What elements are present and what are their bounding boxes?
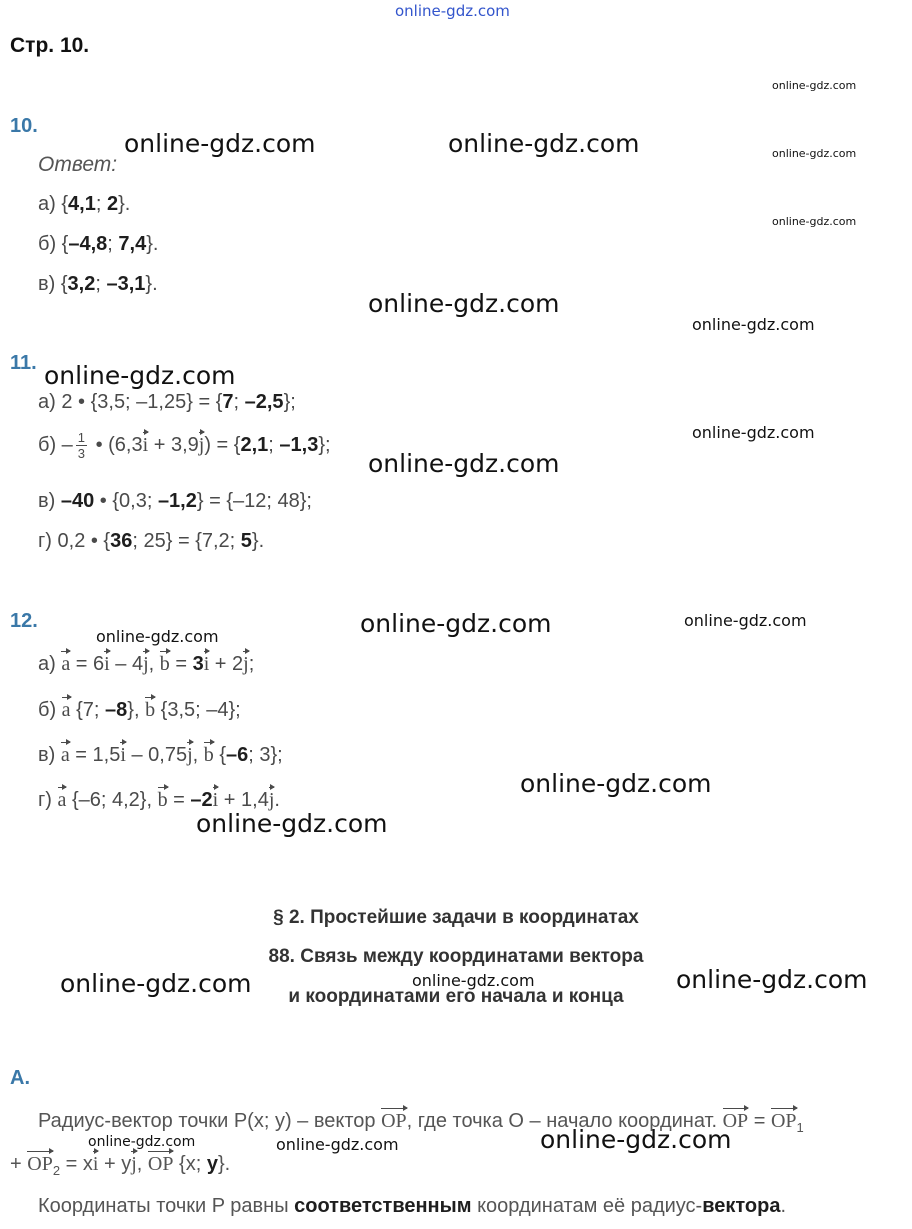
- watermark: online-gdz.com: [540, 1125, 732, 1154]
- watermark: online-gdz.com: [44, 361, 236, 390]
- section-subtitle-1: 88. Связь между координатами вектора: [268, 946, 644, 967]
- exercise-10-number: 10.: [10, 115, 38, 137]
- watermark: online-gdz.com: [88, 1134, 196, 1150]
- ex11-line-c: в) –40 • {0,3; –1,2} = {–12; 48};: [38, 490, 312, 512]
- watermark: online-gdz.com: [276, 1135, 399, 1154]
- watermark: online-gdz.com: [360, 609, 552, 638]
- ex12-line-b: б) a {7; –8}, b {3,5; –4};: [38, 699, 241, 721]
- watermark: online-gdz.com: [368, 449, 560, 478]
- ex10-answer-b: б) {–4,8; 7,4}.: [38, 233, 159, 255]
- ex12-line-c: в) a = 1,5i – 0,75j, b {–6; 3};: [38, 744, 283, 766]
- watermark: online-gdz.com: [692, 315, 815, 334]
- watermark: online-gdz.com: [368, 289, 560, 318]
- ex11-line-b: б) – $\frac{1}{3}$ • (6,3i + 3,9j) = {2,1; –1,3};: [38, 430, 331, 461]
- watermark: online-gdz.com: [60, 969, 252, 998]
- watermark: online-gdz.com: [772, 147, 857, 160]
- ex10-answer-c: в) {3,2; –3,1}.: [38, 273, 158, 295]
- ex11-line-a: а) 2 • {3,5; –1,25} = {7; –2,5};: [38, 391, 296, 413]
- watermark-top: online-gdz.com: [395, 2, 510, 20]
- exercise-11-number: 11.: [10, 352, 37, 374]
- ex10-answer-a: а) {4,1; 2}.: [38, 193, 131, 215]
- section-title: § 2. Простейшие задачи в координатах: [273, 907, 639, 928]
- ex12-line-d: г) a {–6; 4,2}, b = –2i + 1,4j.: [38, 789, 280, 811]
- part-a-line-2: + $OP_2$ = xi + yj, OP {x; y}.: [10, 1153, 231, 1178]
- part-a-label: А.: [10, 1067, 30, 1089]
- watermark: online-gdz.com: [96, 627, 219, 646]
- watermark: online-gdz.com: [412, 971, 535, 990]
- watermark: online-gdz.com: [772, 79, 857, 92]
- watermark: online-gdz.com: [196, 809, 388, 838]
- watermark: online-gdz.com: [448, 129, 640, 158]
- exercise-12-number: 12.: [10, 610, 38, 632]
- fraction: $\frac{1}{3}$: [77, 430, 86, 461]
- watermark: online-gdz.com: [692, 423, 815, 442]
- watermark: online-gdz.com: [772, 215, 857, 228]
- part-a-line-3: Координаты точки P равны соответственным координатам её радиус-вектора.: [38, 1195, 787, 1217]
- watermark: online-gdz.com: [684, 611, 807, 630]
- page-header: Стр. 10.: [10, 34, 90, 57]
- watermark: online-gdz.com: [520, 769, 712, 798]
- watermark: online-gdz.com: [676, 965, 868, 994]
- answer-label: Ответ:: [38, 153, 118, 176]
- ex11-line-d: г) 0,2 • {36; 25} = {7,2; 5}.: [38, 530, 265, 552]
- ex12-line-a: а) a = 6i – 4j, b = 3i + 2j;: [38, 653, 255, 675]
- part-a-line-1: Радиус-вектор точки P(x; y) – вектор OP, где точка О – начало координат. OP = $OP_1$: [38, 1110, 804, 1135]
- watermark: online-gdz.com: [124, 129, 316, 158]
- section-subtitle-2: и координатами его начала и конца: [288, 986, 624, 1007]
